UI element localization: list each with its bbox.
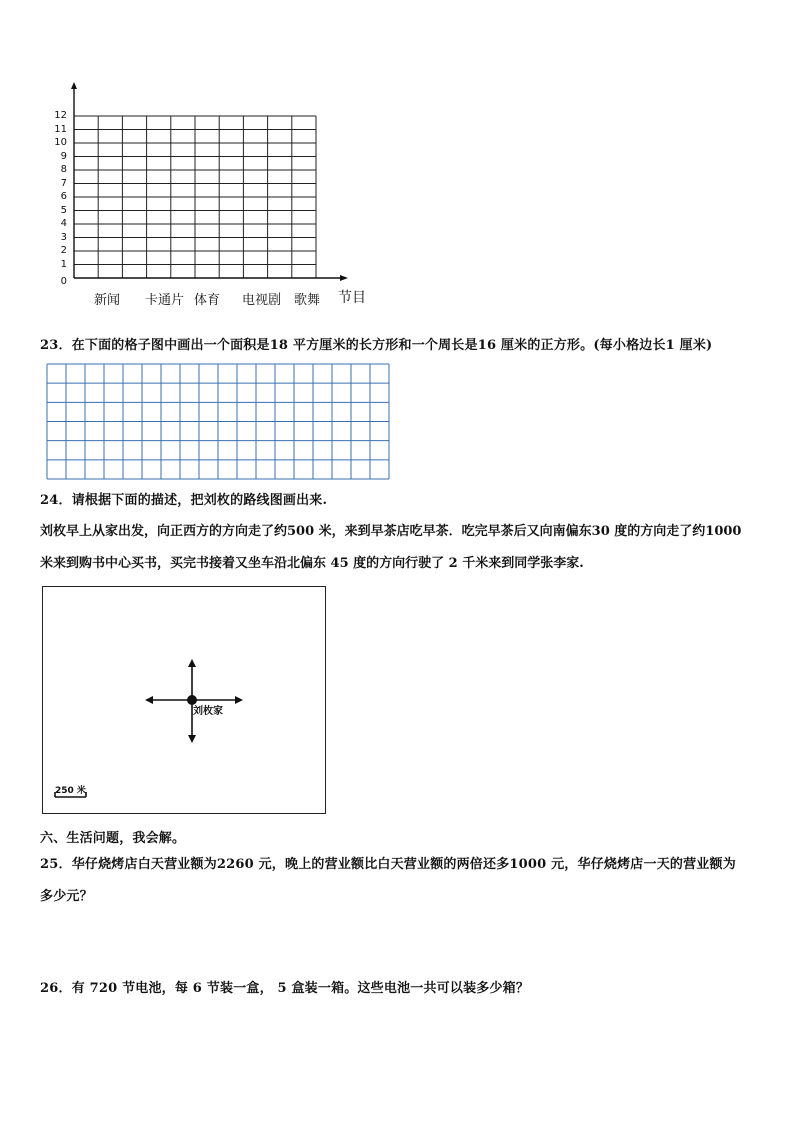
x-axis-label: 节目 <box>338 290 366 306</box>
question-25-line-1: 25．华仔烧烤店白天营业额为2260 元，晚上的营业额比白天营业额的两倍还多1000 元，华仔烧烤店一天的营业额为 <box>40 857 736 872</box>
y-tick-label: 0 <box>60 276 67 287</box>
home-label: 刘枚家 <box>193 706 223 717</box>
y-tick-label: 10 <box>54 137 67 148</box>
west-arrow-icon <box>145 696 153 704</box>
route-map-frame[interactable] <box>42 586 326 814</box>
y-tick-label: 11 <box>54 123 67 135</box>
y-axis-arrow-icon <box>71 82 77 89</box>
question-23: 23．在下面的格子图中画出一个面积是18 平方厘米的长方形和一个周长是16 厘米的正方形。(每小格边长1 厘米) <box>40 338 713 353</box>
x-axis-arrow-icon <box>340 275 348 281</box>
y-tick-label: 12 <box>54 110 67 121</box>
south-arrow-icon <box>188 735 196 743</box>
scale-label: 250 米 <box>55 786 86 796</box>
y-tick-label: 7 <box>60 177 67 189</box>
question-26: 26．有 720 节电池，每 6 节装一盒， 5 盒装一箱。这些电池一共可以装多少箱？ <box>40 981 530 996</box>
x-category-label: 新闻 <box>94 293 121 308</box>
question-24-line-2: 米来到购书中心买书，买完书接着又坐车沿北偏东 45 度的方向行驶了 2 千米来到同学张李家. <box>40 556 584 571</box>
question-24-title: 24．请根据下面的描述，把刘枚的路线图画出来. <box>40 493 328 508</box>
y-tick-label: 6 <box>60 191 67 202</box>
east-arrow-icon <box>235 696 243 704</box>
y-tick-label: 3 <box>60 231 67 243</box>
north-arrow-icon <box>188 659 196 667</box>
y-tick-label: 1 <box>60 258 67 270</box>
question-24-line-1: 刘枚早上从家出发，向正西方的方向走了约500 米，来到早茶店吃早茶．吃完早茶后又向南偏东30 度的方向走了约1000 <box>40 524 742 539</box>
x-category-label: 歌舞 <box>294 293 321 308</box>
y-tick-label: 4 <box>60 218 67 229</box>
y-tick-label: 2 <box>60 245 67 256</box>
question-25-line-2: 多少元？ <box>40 889 93 904</box>
x-category-label: 卡通片 <box>145 293 185 308</box>
x-category-label: 电视剧 <box>242 293 282 308</box>
y-tick-label: 5 <box>60 204 67 216</box>
section-6-title: 六、生活问题，我会解。 <box>40 831 186 846</box>
y-tick-label: 9 <box>60 150 67 162</box>
y-tick-label: 8 <box>60 164 67 175</box>
x-category-label: 体育 <box>194 293 221 308</box>
compass-cross <box>43 587 327 815</box>
square-grid-paper[interactable] <box>46 363 391 481</box>
